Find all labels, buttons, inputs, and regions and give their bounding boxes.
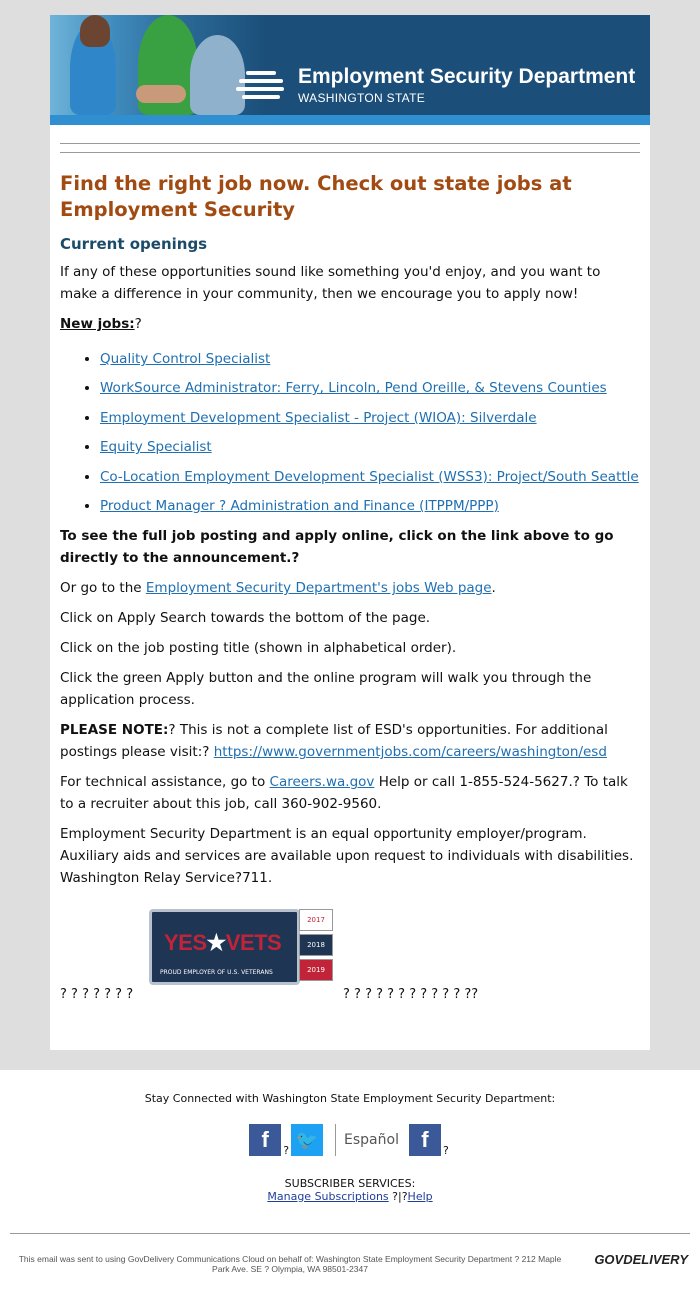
step-2: Click on the job posting title (shown in alphabetical order). — [60, 640, 457, 657]
banner-accent-bar — [50, 115, 650, 125]
vets-logo-vets: VETS — [225, 930, 282, 956]
or-go-paragraph — [60, 577, 640, 599]
governmentjobs-link[interactable]: https://www.governmentjobs.com/careers/washington/esd — [213, 744, 607, 761]
headline: Find the right job now. Check out state jobs at Employment Security — [60, 172, 572, 221]
yes-vets-row — [60, 909, 640, 1004]
tech-prefix: For technical assistance, go to — [60, 774, 270, 791]
job-link[interactable]: WorkSource Administrator: Ferry, Lincoln, Pend Oreille, & Stevens Counties — [100, 380, 607, 397]
step-3: Click the green Apply button and the online program will walk you through the application process. — [60, 670, 592, 709]
full-posting-text: To see the full job posting and apply online, click on the link above to go directly to the announcement.? — [60, 528, 614, 567]
divider — [60, 152, 640, 153]
job-link[interactable]: Equity Specialist — [100, 439, 212, 456]
photo-person-1-head — [80, 15, 110, 47]
note-paragraph — [60, 719, 640, 763]
note-text: ? This is not a complete list of ESD's opportunities. For additional postings please visit:? — [60, 722, 608, 761]
stay-connected-text: Stay Connected with Washington State Employment Security Department: — [144, 1092, 556, 1105]
subscriber-label: SUBSCRIBER SERVICES: — [284, 1177, 416, 1190]
placeholder-text: ? ? ? ? ? ? ? — [60, 987, 134, 1003]
subscriber-links — [0, 1190, 700, 1203]
social-links — [0, 1123, 700, 1157]
divider — [335, 1124, 336, 1156]
vets-logo-subtitle: PROUD EMPLOYER OF U.S. VETERANS — [160, 969, 273, 977]
list-item — [100, 496, 640, 516]
award-badge-2017: 2017 — [299, 909, 333, 931]
govdelivery-logo: GOVDELIVERY — [594, 1252, 688, 1267]
banner-subtitle: WASHINGTON STATE — [298, 91, 426, 105]
list-item — [100, 378, 640, 398]
vets-logo-yes: YES — [164, 930, 207, 956]
esd-logo-icon — [236, 67, 286, 103]
divider — [60, 143, 640, 144]
section-title: Current openings — [60, 235, 208, 253]
careers-link[interactable]: Careers.wa.gov — [269, 774, 375, 791]
yes-vets-logo — [149, 909, 300, 985]
esd-jobs-link[interactable]: Employment Security Department's jobs Web page — [145, 580, 492, 597]
espanol-label[interactable]: Español — [344, 1132, 399, 1148]
step-1: Click on Apply Search towards the bottom of the page. — [60, 610, 431, 627]
star-icon: ★ — [206, 930, 226, 956]
intro-text: If any of these opportunities sound like something you'd enjoy, and you want to make a difference in your community, then we encourage you to apply now! — [60, 264, 601, 302]
vets-logo-text — [164, 930, 281, 956]
list-item — [100, 349, 640, 369]
facebook-icon[interactable]: f — [249, 1124, 281, 1156]
eeo-text: Employment Security Department is an equal opportunity employer/program. Auxiliary aids and services are available upon request to individuals with disabilities. Washington Relay Service?711. — [60, 826, 634, 887]
new-jobs-suffix: ? — [134, 316, 142, 332]
banner-title: Employment Security Department — [298, 65, 636, 88]
or-go-prefix: Or go to the — [60, 580, 146, 597]
job-list — [60, 349, 640, 516]
job-link[interactable]: Product Manager ? Administration and Finance (ITPPM/PPP) — [100, 497, 499, 514]
email-footer — [0, 1070, 700, 1284]
list-item — [100, 467, 640, 487]
new-jobs-heading — [60, 313, 640, 335]
placeholder-text: ? — [442, 1144, 449, 1157]
help-link[interactable]: Help — [407, 1190, 433, 1203]
job-link[interactable]: Quality Control Specialist — [100, 351, 271, 367]
email-card — [50, 15, 650, 1050]
photo-handshake — [136, 85, 186, 103]
facebook-espanol-icon[interactable]: f — [409, 1124, 441, 1156]
list-item — [100, 437, 640, 457]
manage-subscriptions-link[interactable]: Manage Subscriptions — [267, 1190, 389, 1203]
banner-photo — [50, 15, 265, 115]
link-separator: ?|? — [388, 1190, 408, 1203]
tech-suffix: Help or call 1-855-524-5627.? To talk to a recruiter about this job, call 360-902-9560. — [60, 774, 628, 813]
list-item — [100, 408, 640, 428]
placeholder-text: ? ? ? ? ? ? ? ? ? ? ? ?? — [343, 987, 479, 1003]
note-label: PLEASE NOTE: — [60, 722, 169, 739]
or-go-suffix: . — [491, 580, 496, 597]
legal-footer — [0, 1234, 700, 1284]
tech-paragraph — [60, 771, 640, 815]
placeholder-text: ? — [283, 1144, 290, 1157]
legal-text: This email was sent to using GovDelivery Communications Cloud on behalf of: Washington State Employment Security Department ? 212 Maple Park Ave. SE ? Olympia, WA 98501-2347 — [18, 1254, 562, 1274]
job-link[interactable]: Co-Location Employment Development Specialist (WSS3): Project/South Seattle — [100, 468, 639, 485]
job-link[interactable]: Employment Development Specialist - Project (WIOA): Silverdale — [100, 409, 537, 426]
award-badge-2019: 2019 — [299, 959, 333, 981]
email-body — [50, 171, 650, 1004]
new-jobs-label: New jobs: — [60, 316, 135, 332]
header-banner — [50, 15, 650, 115]
award-badge-2018: 2018 — [299, 934, 333, 956]
twitter-icon[interactable]: 🐦 — [291, 1124, 323, 1156]
subscriber-services — [0, 1177, 700, 1203]
